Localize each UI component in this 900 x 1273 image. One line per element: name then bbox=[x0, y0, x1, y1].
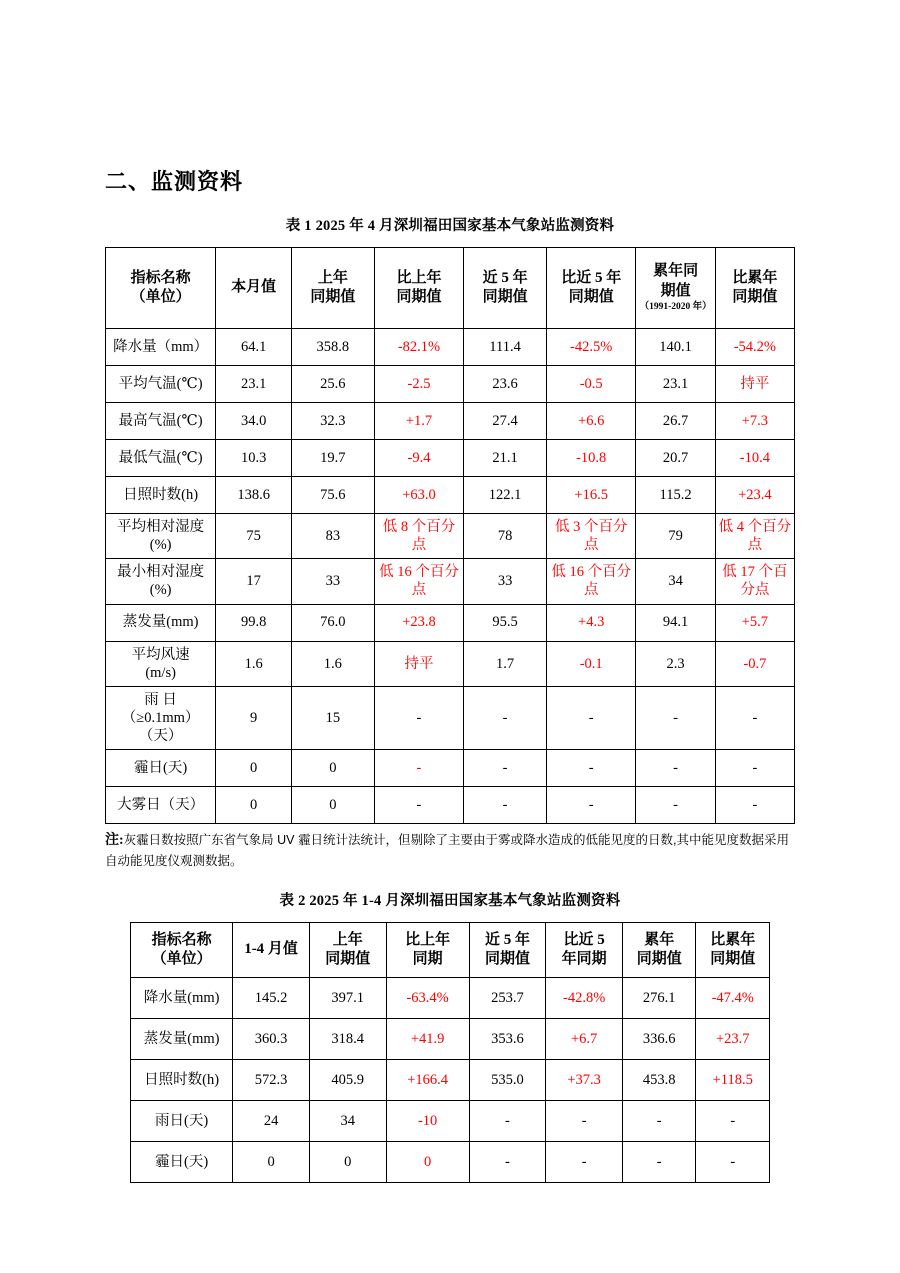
row-label: 霾日(天) bbox=[106, 750, 216, 787]
cell-current: 99.8 bbox=[216, 604, 292, 641]
cell-current: 0 bbox=[216, 750, 292, 787]
cell-normal: - bbox=[622, 1101, 695, 1142]
cell-vs-five: -10.8 bbox=[546, 440, 636, 477]
cell-current: 24 bbox=[233, 1101, 310, 1142]
cell-normal: - bbox=[636, 686, 715, 749]
cell-vs-normal: -47.4% bbox=[696, 978, 770, 1019]
cell-five: 27.4 bbox=[464, 403, 547, 440]
h2-nm-line2: 同期值 bbox=[636, 951, 682, 968]
cell-vs-lastyear: - bbox=[374, 787, 464, 824]
cell-vs-normal: 低 4 个百分点 bbox=[715, 514, 794, 559]
cell-vs-five: - bbox=[546, 1142, 623, 1183]
cell-vs-lastyear: -9.4 bbox=[374, 440, 464, 477]
cell-lastyear: 405.9 bbox=[309, 1060, 386, 1101]
cell-normal: 79 bbox=[636, 514, 715, 559]
table-row bbox=[106, 559, 795, 604]
row-label-line1: 平均风速 bbox=[131, 646, 190, 663]
table2-header-cell bbox=[386, 923, 469, 978]
cell-vs-lastyear: -82.1% bbox=[374, 329, 464, 366]
row-label-line2: (%) bbox=[149, 582, 172, 599]
cell-normal: 34 bbox=[636, 559, 715, 604]
table2-header-cell bbox=[131, 923, 233, 978]
cell-vs-normal: +5.7 bbox=[715, 604, 794, 641]
cell-lastyear: 0 bbox=[292, 750, 375, 787]
cell-vs-lastyear: -2.5 bbox=[374, 366, 464, 403]
cell-vs-lastyear: - bbox=[374, 750, 464, 787]
table1-header-cell bbox=[464, 248, 547, 329]
h1-vnm-line2: 同期值 bbox=[732, 289, 778, 305]
row-label-line1: 平均相对湿度 bbox=[117, 519, 205, 535]
h2-idx-line2: （单位） bbox=[151, 951, 212, 968]
table1-header-cell bbox=[374, 248, 464, 329]
cell-vs-lastyear: 低 16 个百分点 bbox=[374, 559, 464, 604]
cell-five: 253.7 bbox=[469, 978, 546, 1019]
cell-vs-normal: - bbox=[715, 787, 794, 824]
table2-header-cell bbox=[546, 923, 623, 978]
h1-vly-line2: 同期值 bbox=[396, 289, 442, 305]
table1-header-subnote: （1991-2020 年） bbox=[639, 302, 712, 313]
table1-caption: 表 1 2025 年 4 月深圳福田国家基本气象站监测资料 bbox=[285, 218, 615, 234]
cell-lastyear: 0 bbox=[292, 787, 375, 824]
table2-header-cell bbox=[309, 923, 386, 978]
h2-vly-line1: 比上年 bbox=[405, 931, 451, 948]
table-row bbox=[106, 477, 795, 514]
row-label: 平均气温(℃) bbox=[106, 366, 216, 403]
h2-vf5-line2: 年同期 bbox=[561, 951, 607, 968]
cell-normal: - bbox=[622, 1142, 695, 1183]
cell-vs-normal: - bbox=[696, 1142, 770, 1183]
row-label bbox=[106, 514, 216, 559]
cell-vs-five: -0.1 bbox=[546, 641, 636, 686]
row-label: 最低气温(℃) bbox=[106, 440, 216, 477]
h2-vnm-line1: 比累年 bbox=[710, 931, 756, 948]
cell-vs-lastyear: +41.9 bbox=[386, 1019, 469, 1060]
row-label: 降水量（mm） bbox=[106, 329, 216, 366]
table-row bbox=[106, 440, 795, 477]
cell-vs-five: +16.5 bbox=[546, 477, 636, 514]
cell-lastyear: 34 bbox=[309, 1101, 386, 1142]
cell-lastyear: 83 bbox=[292, 514, 375, 559]
cell-vs-lastyear: -63.4% bbox=[386, 978, 469, 1019]
cell-lastyear: 0 bbox=[309, 1142, 386, 1183]
cell-vs-normal: - bbox=[715, 686, 794, 749]
row-label-line3: （天） bbox=[138, 728, 183, 744]
cell-normal: - bbox=[636, 750, 715, 787]
cell-lastyear: 19.7 bbox=[292, 440, 375, 477]
row-label bbox=[106, 559, 216, 604]
cell-current: 138.6 bbox=[216, 477, 292, 514]
h2-f5-line1: 近 5 年 bbox=[484, 931, 530, 948]
row-label: 大雾日（天） bbox=[106, 787, 216, 824]
cell-lastyear: 318.4 bbox=[309, 1019, 386, 1060]
table1-header-cell bbox=[546, 248, 636, 329]
cell-lastyear: 25.6 bbox=[292, 366, 375, 403]
row-label: 霾日(天) bbox=[131, 1142, 233, 1183]
cell-five: 111.4 bbox=[464, 329, 547, 366]
cell-vs-five: -42.5% bbox=[546, 329, 636, 366]
cell-five: - bbox=[469, 1101, 546, 1142]
row-label: 蒸发量(mm) bbox=[106, 604, 216, 641]
row-label-line2: (m/s) bbox=[145, 664, 176, 681]
cell-normal: 276.1 bbox=[622, 978, 695, 1019]
table1-header-cell bbox=[106, 248, 216, 329]
cell-five: - bbox=[464, 787, 547, 824]
table-row bbox=[131, 978, 770, 1019]
table1-header-cell bbox=[292, 248, 375, 329]
cell-current: 9 bbox=[216, 686, 292, 749]
table-cumulative-monitoring bbox=[130, 922, 770, 1183]
cell-lastyear: 76.0 bbox=[292, 604, 375, 641]
cell-current: 23.1 bbox=[216, 366, 292, 403]
cell-vs-five: +4.3 bbox=[546, 604, 636, 641]
cell-vs-normal: 低 17 个百分点 bbox=[715, 559, 794, 604]
table-row bbox=[106, 604, 795, 641]
row-label-line2: (%) bbox=[149, 537, 172, 554]
table-row bbox=[106, 750, 795, 787]
cell-normal: 26.7 bbox=[636, 403, 715, 440]
cell-current: 1.6 bbox=[216, 641, 292, 686]
cell-lastyear: 33 bbox=[292, 559, 375, 604]
cell-normal: 2.3 bbox=[636, 641, 715, 686]
cell-five: 1.7 bbox=[464, 641, 547, 686]
cell-vs-lastyear: -10 bbox=[386, 1101, 469, 1142]
row-label bbox=[106, 641, 216, 686]
h1-vnm-line1: 比累年 bbox=[732, 269, 778, 286]
cell-five: - bbox=[469, 1142, 546, 1183]
section-heading: 二、监测资料 bbox=[105, 169, 244, 194]
cell-vs-five: +37.3 bbox=[546, 1060, 623, 1101]
h2-f5-line2: 同期值 bbox=[484, 951, 530, 968]
cell-five: 122.1 bbox=[464, 477, 547, 514]
table1-header-cell bbox=[715, 248, 794, 329]
cell-vs-normal: - bbox=[715, 750, 794, 787]
cell-five: 78 bbox=[464, 514, 547, 559]
cell-normal: 115.2 bbox=[636, 477, 715, 514]
h1-nm-line1: 累年同 bbox=[653, 263, 699, 280]
cell-vs-normal: +23.7 bbox=[696, 1019, 770, 1060]
table2-header-cell bbox=[696, 923, 770, 978]
cell-current: 360.3 bbox=[233, 1019, 310, 1060]
cell-five: 33 bbox=[464, 559, 547, 604]
cell-vs-lastyear: 低 8 个百分点 bbox=[374, 514, 464, 559]
h1-f5-line1: 近 5 年 bbox=[482, 269, 528, 286]
h1-vly-line1: 比上年 bbox=[396, 269, 442, 286]
table1-header-row bbox=[106, 248, 795, 329]
cell-vs-normal: -10.4 bbox=[715, 440, 794, 477]
cell-current: 145.2 bbox=[233, 978, 310, 1019]
h1-idx-line2: （单位） bbox=[130, 289, 191, 305]
table-row bbox=[131, 1101, 770, 1142]
table-row bbox=[106, 366, 795, 403]
cell-five: - bbox=[464, 750, 547, 787]
cell-current: 17 bbox=[216, 559, 292, 604]
h2-vf5-line1: 比近 5 bbox=[563, 931, 605, 948]
table1-note bbox=[105, 830, 795, 871]
cell-five: 535.0 bbox=[469, 1060, 546, 1101]
cell-current: 34.0 bbox=[216, 403, 292, 440]
cell-vs-five: +6.6 bbox=[546, 403, 636, 440]
table-row bbox=[106, 686, 795, 749]
cell-normal: 20.7 bbox=[636, 440, 715, 477]
row-label: 日照时数(h) bbox=[106, 477, 216, 514]
cell-vs-lastyear: +166.4 bbox=[386, 1060, 469, 1101]
cell-vs-normal: +7.3 bbox=[715, 403, 794, 440]
h1-idx-line1: 指标名称 bbox=[130, 269, 191, 286]
cell-vs-lastyear: +1.7 bbox=[374, 403, 464, 440]
table2-header-cell bbox=[469, 923, 546, 978]
cell-five: - bbox=[464, 686, 547, 749]
table1-header-cell bbox=[636, 248, 715, 329]
table1-header-cell: 本月值 bbox=[216, 248, 292, 329]
cell-vs-lastyear: +23.8 bbox=[374, 604, 464, 641]
cell-vs-five: - bbox=[546, 686, 636, 749]
h1-ly-line2: 同期值 bbox=[310, 289, 356, 305]
cell-normal: - bbox=[636, 787, 715, 824]
h2-idx-line1: 指标名称 bbox=[151, 931, 212, 948]
table-row bbox=[106, 403, 795, 440]
cell-vs-five: 低 16 个百分点 bbox=[546, 559, 636, 604]
h2-ly-line1: 上年 bbox=[332, 931, 363, 948]
row-label: 蒸发量(mm) bbox=[131, 1019, 233, 1060]
table-row bbox=[106, 514, 795, 559]
cell-vs-normal: -0.7 bbox=[715, 641, 794, 686]
row-label: 雨日(天) bbox=[131, 1101, 233, 1142]
cell-lastyear: 1.6 bbox=[292, 641, 375, 686]
cell-current: 0 bbox=[233, 1142, 310, 1183]
table-row bbox=[106, 329, 795, 366]
h2-vnm-line2: 同期值 bbox=[710, 951, 756, 968]
table-row bbox=[131, 1019, 770, 1060]
cell-vs-lastyear: 持平 bbox=[374, 641, 464, 686]
cell-current: 0 bbox=[216, 787, 292, 824]
cell-vs-normal: +23.4 bbox=[715, 477, 794, 514]
cell-vs-normal: +118.5 bbox=[696, 1060, 770, 1101]
cell-five: 23.6 bbox=[464, 366, 547, 403]
cell-normal: 94.1 bbox=[636, 604, 715, 641]
cell-five: 353.6 bbox=[469, 1019, 546, 1060]
h1-ly-line1: 上年 bbox=[317, 269, 348, 286]
cell-vs-five: - bbox=[546, 750, 636, 787]
h1-f5-line2: 同期值 bbox=[482, 289, 528, 305]
cell-current: 75 bbox=[216, 514, 292, 559]
cell-vs-five: +6.7 bbox=[546, 1019, 623, 1060]
cell-vs-five: -42.8% bbox=[546, 978, 623, 1019]
table-row bbox=[131, 1060, 770, 1101]
cell-normal: 23.1 bbox=[636, 366, 715, 403]
table-row bbox=[106, 641, 795, 686]
cell-normal: 453.8 bbox=[622, 1060, 695, 1101]
row-label bbox=[106, 686, 216, 749]
h1-vf5-line2: 同期值 bbox=[568, 289, 614, 305]
table-row bbox=[131, 1142, 770, 1183]
cell-current: 64.1 bbox=[216, 329, 292, 366]
row-label: 最高气温(℃) bbox=[106, 403, 216, 440]
cell-vs-lastyear: +63.0 bbox=[374, 477, 464, 514]
cell-five: 21.1 bbox=[464, 440, 547, 477]
cell-vs-five: - bbox=[546, 1101, 623, 1142]
note-text: 灰霾日数按照广东省气象局 UV 霾日统计法统计，但剔除了主要由于雾或降水造成的低能见度的日数,其中能见度数据采用自动能见度仪观测数据。 bbox=[105, 833, 789, 868]
cell-lastyear: 32.3 bbox=[292, 403, 375, 440]
note-label: 注: bbox=[105, 833, 124, 849]
table2-header-row bbox=[131, 923, 770, 978]
cell-five: 95.5 bbox=[464, 604, 547, 641]
h1-nm-line2: 期值 bbox=[660, 282, 691, 299]
cell-normal: 140.1 bbox=[636, 329, 715, 366]
cell-lastyear: 75.6 bbox=[292, 477, 375, 514]
table-monthly-monitoring bbox=[105, 247, 795, 824]
cell-lastyear: 15 bbox=[292, 686, 375, 749]
h2-vly-line2: 同期 bbox=[412, 951, 443, 968]
cell-vs-normal: 持平 bbox=[715, 366, 794, 403]
table-row bbox=[106, 787, 795, 824]
table2-header-cell bbox=[622, 923, 695, 978]
row-label: 降水量(mm) bbox=[131, 978, 233, 1019]
table2-caption: 表 2 2025 年 1-4 月深圳福田国家基本气象站监测资料 bbox=[279, 893, 621, 910]
cell-vs-normal: - bbox=[696, 1101, 770, 1142]
cell-current: 10.3 bbox=[216, 440, 292, 477]
cell-vs-lastyear: - bbox=[374, 686, 464, 749]
cell-vs-five: 低 3 个百分点 bbox=[546, 514, 636, 559]
row-label-line1: 最小相对湿度 bbox=[117, 564, 205, 581]
h2-nm-line1: 累年 bbox=[644, 931, 675, 948]
cell-vs-five: - bbox=[546, 787, 636, 824]
cell-lastyear: 358.8 bbox=[292, 329, 375, 366]
cell-normal: 336.6 bbox=[622, 1019, 695, 1060]
h2-ly-line2: 同期值 bbox=[325, 951, 371, 968]
cell-vs-normal: -54.2% bbox=[715, 329, 794, 366]
row-label-line1: 雨 日 bbox=[144, 691, 177, 708]
cell-vs-lastyear: 0 bbox=[386, 1142, 469, 1183]
h1-vf5-line1: 比近 5 年 bbox=[561, 269, 622, 286]
cell-current: 572.3 bbox=[233, 1060, 310, 1101]
row-label-line2: （≥0.1mm） bbox=[121, 709, 200, 726]
cell-vs-five: -0.5 bbox=[546, 366, 636, 403]
row-label: 日照时数(h) bbox=[131, 1060, 233, 1101]
table2-header-cell: 1-4 月值 bbox=[233, 923, 310, 978]
cell-lastyear: 397.1 bbox=[309, 978, 386, 1019]
